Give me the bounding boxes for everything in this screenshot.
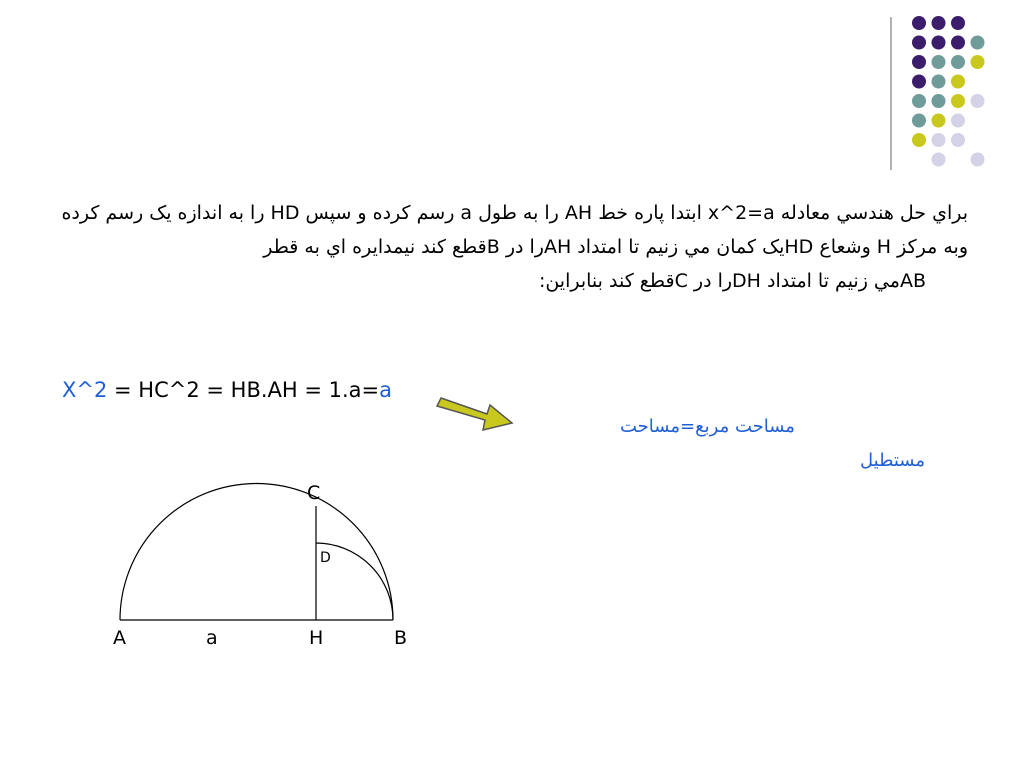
equation-result: a — [379, 378, 392, 402]
label-b: B — [394, 627, 408, 649]
equation-x-squared: X^2 — [62, 378, 108, 402]
area-note-line2: مستطيل — [860, 450, 925, 471]
intro-paragraph: براي حل هندسي معادله x^2=a ابتدا پاره خط AH را به طول a رسم كرده و سپس HD را به اندازه يک رسم كرده وبه مركز H وشعاع HDيک كمان مي زنيم تا امتداد AHرا در Bقطع كند نيمدايره اي به قطر — [61, 202, 968, 258]
label-d: D — [320, 550, 331, 566]
label-c: C — [307, 482, 321, 504]
area-note-line1: مساحت مربع=مساحت — [620, 416, 795, 437]
label-a-length: a — [206, 627, 218, 649]
label-a-point: A — [113, 627, 126, 649]
intro-paragraph-end: ABمي زنيم تا امتداد DHرا در Cقطع كند بنابراين: — [538, 270, 926, 292]
equation-middle: = HC^2 = HB.AH = 1.a= — [107, 378, 380, 402]
arrow-right-icon — [437, 398, 512, 430]
label-h: H — [309, 627, 324, 649]
